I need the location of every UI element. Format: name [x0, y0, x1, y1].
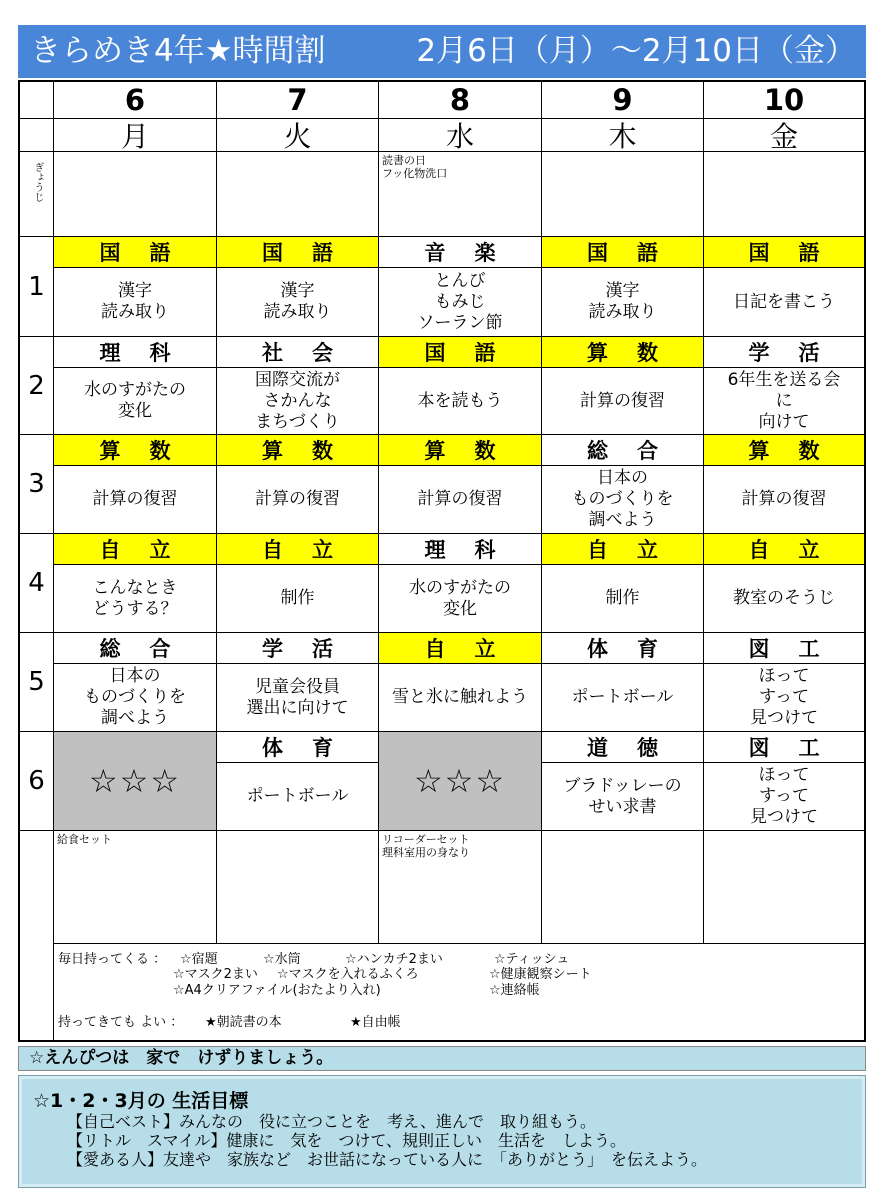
period-5-mon-subject: 総 合 — [54, 633, 216, 663]
period-1-mon-subject: 国 語 — [54, 237, 216, 267]
period-1-number: 1 — [20, 237, 53, 336]
daily-item: ☆連絡帳 — [489, 983, 540, 998]
period-2-tue-subject: 社 会 — [217, 337, 378, 367]
goal-item: 【リトル スマイル】健康に 気を つけて、規則正しい 生活を しよう。 — [67, 1131, 627, 1150]
header-bar — [18, 25, 866, 78]
period-2-tue-content: 国際交流が さかんな まちづくり — [217, 368, 378, 434]
timetable — [18, 80, 866, 1042]
event-mon — [54, 152, 216, 236]
belongings-notes — [54, 944, 864, 1040]
event-row-label-cell — [20, 152, 53, 236]
period-1-tue-subject: 国 語 — [217, 237, 378, 267]
period-2-mon-content: 水のすがたの 変化 — [54, 368, 216, 434]
period-4-thu-content: 制作 — [542, 565, 703, 632]
period-2-fri-subject: 学 活 — [704, 337, 864, 367]
daily-item: ☆A4クリアファイル(おたより入れ) — [173, 983, 381, 998]
daily-item: ☆マスク2まい — [173, 967, 258, 982]
period-5-wed-subject: 自 立 — [379, 633, 541, 663]
bring-fri — [704, 831, 864, 943]
event-thu — [542, 152, 703, 236]
date-tue: 7 — [217, 82, 378, 118]
optional-item: ★朝読書の本 — [205, 1015, 282, 1030]
date-fri: 10 — [704, 82, 864, 118]
period-6-mon-no-class: ☆☆☆ — [54, 732, 216, 830]
daily-item: ☆マスクを入れるふくろ — [277, 967, 419, 982]
period-1-mon-content: 漢字 読み取り — [54, 268, 216, 336]
weekday-mon: 月 — [54, 119, 216, 151]
period-5-number: 5 — [20, 633, 53, 731]
bring-tue — [217, 831, 378, 943]
date-wed: 8 — [379, 82, 541, 118]
period-4-wed-content: 水のすがたの 変化 — [379, 565, 541, 632]
period-4-mon-subject: 自 立 — [54, 534, 216, 564]
period-1-wed-subject: 音 楽 — [379, 237, 541, 267]
bring-thu — [542, 831, 703, 943]
period-5-fri-content: ほって すって 見つけて — [704, 664, 864, 731]
event-fri — [704, 152, 864, 236]
period-3-fri-content: 計算の復習 — [704, 466, 864, 533]
period-4-fri-content: 教室のそうじ — [704, 565, 864, 632]
period-4-tue-subject: 自 立 — [217, 534, 378, 564]
period-6-fri-content: ほって すって 見つけて — [704, 763, 864, 830]
period-4-fri-subject: 自 立 — [704, 534, 864, 564]
period-6-thu-content: ブラドッレーの せい求書 — [542, 763, 703, 830]
corner-cell-date — [20, 82, 53, 118]
period-2-fri-content: 6年生を送る会 に 向けて — [704, 368, 864, 434]
period-2-mon-subject: 理 科 — [54, 337, 216, 367]
period-2-number: 2 — [20, 337, 53, 434]
period-6-thu-subject: 道 徳 — [542, 732, 703, 762]
period-3-tue-content: 計算の復習 — [217, 466, 378, 533]
period-6-fri-subject: 図 工 — [704, 732, 864, 762]
period-5-thu-content: ポートボール — [542, 664, 703, 731]
period-3-tue-subject: 算 数 — [217, 435, 378, 465]
period-4-wed-subject: 理 科 — [379, 534, 541, 564]
bring-mon: 給食セット — [54, 831, 216, 943]
period-1-fri-subject: 国 語 — [704, 237, 864, 267]
date-mon: 6 — [54, 82, 216, 118]
left-blank-cell — [20, 831, 53, 1040]
weekday-wed: 水 — [379, 119, 541, 151]
period-5-fri-subject: 図 工 — [704, 633, 864, 663]
daily-items-label: 毎日持ってくる ： — [58, 952, 167, 967]
period-1-thu-content: 漢字 読み取り — [542, 268, 703, 336]
period-1-thu-subject: 国 語 — [542, 237, 703, 267]
period-5-mon-content: 日本の ものづくりを 調べよう — [54, 664, 216, 731]
period-4-thu-subject: 自 立 — [542, 534, 703, 564]
daily-item: ☆健康観察シート — [489, 967, 592, 982]
period-5-thu-subject: 体 育 — [542, 633, 703, 663]
period-3-fri-subject: 算 数 — [704, 435, 864, 465]
daily-item: ☆ティッシュ — [494, 952, 570, 967]
pencil-reminder: ☆えんぴつは 家で けずりましょう。 — [18, 1046, 866, 1071]
week-date-range: 2月6日（月）～2月10日（金） — [416, 33, 856, 69]
period-3-number: 3 — [20, 435, 53, 533]
period-1-wed-content: とんび もみじ ソーラン節 — [379, 268, 541, 336]
period-2-wed-content: 本を読もう — [379, 368, 541, 434]
goals-title: ☆1・2・3月の 生活目標 — [33, 1090, 249, 1112]
period-6-number: 6 — [20, 732, 53, 830]
bring-wed: リコーダーセット 理科室用の身なり — [379, 831, 541, 943]
period-4-mon-content: こんなとき どうする？ — [54, 565, 216, 632]
period-2-thu-subject: 算 数 — [542, 337, 703, 367]
period-5-tue-subject: 学 活 — [217, 633, 378, 663]
page-title: きらめき4年★時間割 — [30, 33, 326, 69]
goal-item: 【愛ある人】友達や 家族など お世話になっている人に 「ありがとう」 を伝えよう。 — [67, 1150, 708, 1169]
optional-item: ★自由帳 — [350, 1015, 401, 1030]
daily-item: ☆宿題 — [180, 952, 218, 967]
weekday-thu: 木 — [542, 119, 703, 151]
weekday-tue: 火 — [217, 119, 378, 151]
period-3-wed-subject: 算 数 — [379, 435, 541, 465]
period-5-wed-content: 雪と氷に触れよう — [379, 664, 541, 731]
period-4-tue-content: 制作 — [217, 565, 378, 632]
event-row-label: ぎょうじ — [32, 162, 43, 202]
period-3-wed-content: 計算の復習 — [379, 466, 541, 533]
period-2-thu-content: 計算の復習 — [542, 368, 703, 434]
monthly-goals-box — [18, 1075, 866, 1188]
period-3-mon-content: 計算の復習 — [54, 466, 216, 533]
date-thu: 9 — [542, 82, 703, 118]
period-1-fri-content: 日記を書こう — [704, 268, 864, 336]
goal-item: 【自己ベスト】みんなの 役に立つことを 考え、進んで 取り組もう。 — [67, 1112, 596, 1131]
period-6-wed-no-class: ☆☆☆ — [379, 732, 541, 830]
period-6-tue-subject: 体 育 — [217, 732, 378, 762]
period-3-thu-subject: 総 合 — [542, 435, 703, 465]
period-2-wed-subject: 国 語 — [379, 337, 541, 367]
event-wed: 読書の日 フッ化物洗口 — [379, 152, 541, 236]
optional-items-label: 持ってきても よい ： — [58, 1015, 184, 1030]
daily-item: ☆水筒 — [263, 952, 301, 967]
corner-cell-weekday — [20, 119, 53, 151]
daily-item: ☆ハンカチ2まい — [345, 952, 443, 967]
period-3-thu-content: 日本の ものづくりを 調べよう — [542, 466, 703, 533]
period-3-mon-subject: 算 数 — [54, 435, 216, 465]
event-tue — [217, 152, 378, 236]
period-6-tue-content: ポートボール — [217, 763, 378, 830]
period-4-number: 4 — [20, 534, 53, 632]
period-5-tue-content: 児童会役員 選出に向けて — [217, 664, 378, 731]
weekday-fri: 金 — [704, 119, 864, 151]
period-1-tue-content: 漢字 読み取り — [217, 268, 378, 336]
